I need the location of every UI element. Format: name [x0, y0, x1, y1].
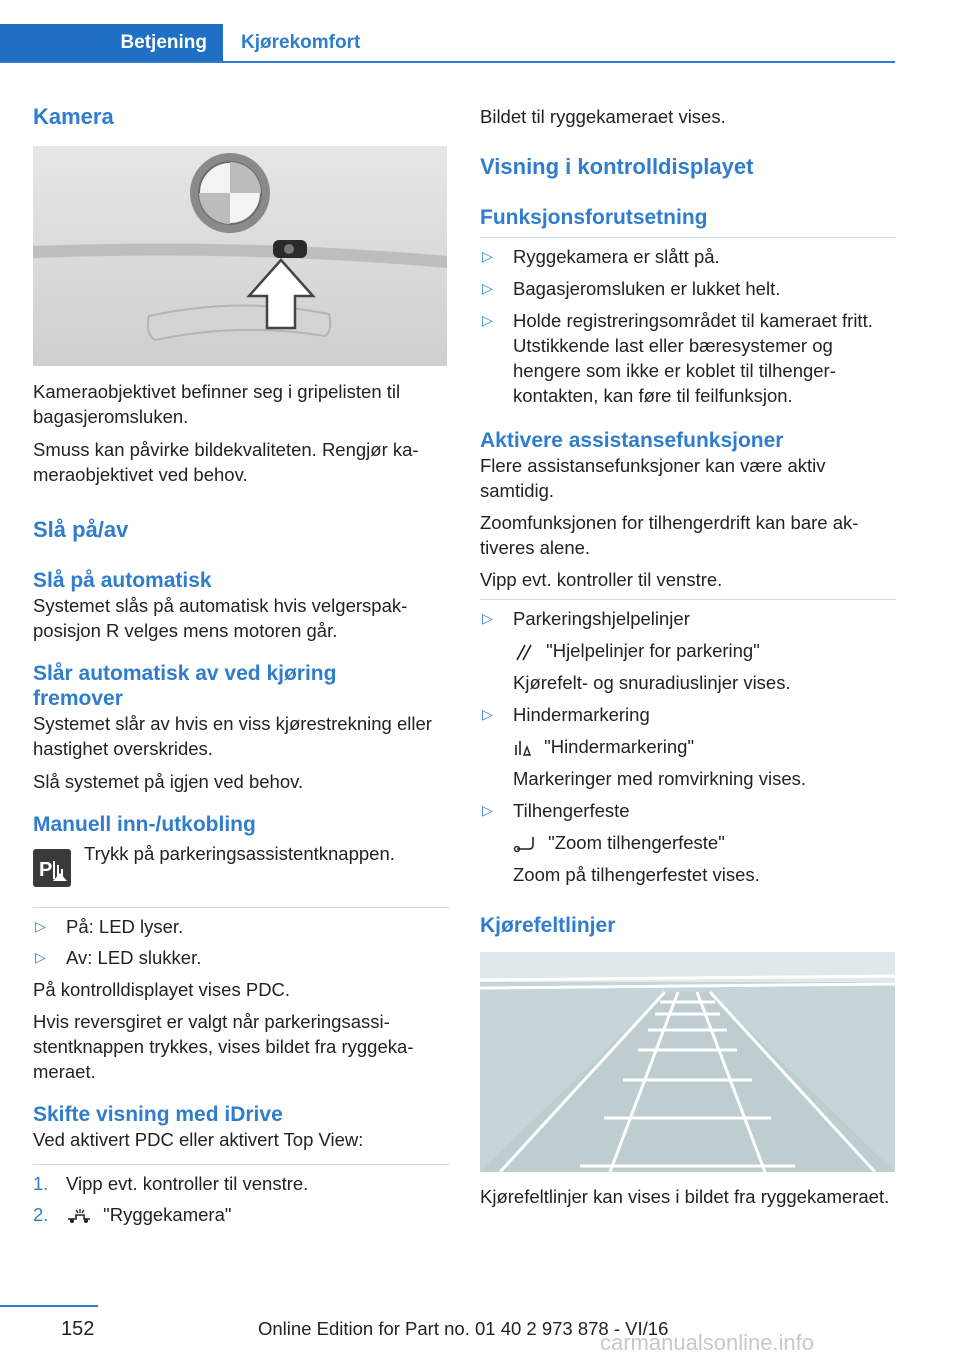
watermark: carmanualsonline.info	[600, 1330, 815, 1355]
tab-betjening[interactable]	[0, 24, 223, 61]
list-item: ▷ På: LED lyser.	[35, 916, 184, 937]
heading-aktivere: Aktivere assistansefunksjoner	[480, 429, 784, 452]
obstacle-marking-icon	[513, 739, 533, 757]
list-item: 1. Vipp evt. kontroller til venstre.	[33, 1173, 309, 1194]
bullet-icon: ▷	[482, 706, 493, 722]
bullet-icon: ▷	[482, 248, 493, 264]
felt-paragraph: Kjørefeltlinjer kan vises i bildet fra ryggekameraet.	[480, 1186, 890, 1207]
aktiv-paragraph-2: Zoomfunksjonen for tilhengerdrift kan bare aktiveres alene.	[480, 512, 859, 558]
right-paragraph-0: Bildet til ryggekameraet vises.	[480, 106, 726, 127]
list-item: ▷ Tilhengerfeste "Zoom tilhengerfeste" Zoom på tilhengerfestet vises.	[482, 800, 760, 885]
list-item: ▷ Parkeringshjelpelinjer "Hjelpelinjer for parkering" Kjørefelt- og snuradiuslinjer vises.	[482, 608, 791, 693]
edition-text: Online Edition for Part no. 01 40 2 973 878 - VI/16	[258, 1318, 669, 1339]
manual-paragraph-2: På kontrolldisplayet vises PDC.	[33, 979, 291, 1000]
aktiv-paragraph-3: Vipp evt. kontroller til venstre.	[480, 569, 723, 590]
kamera-paragraph-2: Smuss kan påvirke bildekvaliteten. Rengjør kameraobjektivet ved behov.	[33, 439, 419, 485]
chapter-tabs	[0, 24, 895, 63]
parking-lines-icon	[513, 643, 535, 661]
list-item: ▷ Hindermarkering "Hindermarkering" Markeringer med romvirkning vises.	[482, 704, 807, 789]
heading-idrive: Skifte visning med iDrive	[33, 1103, 283, 1126]
idrive-steps	[33, 1171, 449, 1227]
rear-camera-icon	[66, 1207, 92, 1225]
list-item: ▷ Bagasjeromsluken er lukket helt.	[482, 278, 781, 299]
heading-kamera: Kamera	[33, 104, 114, 129]
heading-kjorefeltlinjer: Kjørefeltlinjer	[480, 914, 616, 937]
assist-list	[480, 606, 896, 887]
right-column	[480, 100, 896, 1209]
bullet-icon: ▷	[482, 280, 493, 296]
heading-visning: Visning i kontrolldisplayet	[480, 154, 754, 179]
manual-row	[33, 845, 449, 895]
heading-sla-pa-automatisk: Slå på automatisk	[33, 569, 212, 592]
lane-lines-figure	[480, 952, 895, 1172]
heading-manuell: Manuell inn-/utkobling	[33, 813, 256, 836]
lane-lines-illustration	[480, 952, 895, 1172]
page-number: 152	[61, 1318, 95, 1340]
tab-betjening-label: Betjening	[120, 32, 207, 53]
trailer-hitch-icon	[513, 835, 537, 853]
heading-sla-pa-av: Slå på/av	[33, 517, 129, 542]
auto-paragraph: Systemet slås på automatisk hvis velgerspakposisjon R velges mens motoren går.	[33, 595, 408, 641]
bullet-icon: ▷	[482, 312, 493, 328]
bullet-icon: ▷	[482, 802, 493, 818]
tab-kjorekomfort[interactable]: Kjørekomfort	[241, 32, 361, 53]
parking-assist-button-icon	[33, 849, 71, 887]
heading-slar-av-fremover: Slår automatisk av ved kjøring fremover	[33, 662, 337, 710]
list-item: ▷ Av: LED slukker.	[35, 947, 202, 968]
kamera-paragraph-1: Kameraobjektivet befinner seg i gripelisten til bagasjeromsluken.	[33, 381, 401, 427]
bullet-icon: ▷	[35, 918, 46, 934]
autooff-paragraph-1: Systemet slår av hvis en viss kjørestrekning eller hastighet overskrides.	[33, 713, 432, 759]
camera-illustration	[33, 146, 447, 366]
autooff-paragraph-2: Slå systemet på igjen ved behov.	[33, 771, 304, 792]
bullet-icon: ▷	[482, 610, 493, 626]
camera-figure	[33, 146, 447, 366]
idrive-paragraph: Ved aktivert PDC eller aktivert Top View:	[33, 1129, 364, 1150]
manual-list	[33, 914, 449, 970]
list-item: ▷ Ryggekamera er slått på.	[482, 246, 720, 267]
aktiv-paragraph-1: Flere assistansefunksjoner kan være aktiv samtidig.	[480, 455, 826, 501]
list-item: 2. "Ryggekamera"	[33, 1204, 232, 1225]
manual-paragraph: Trykk på parkeringsassistentknappen.	[84, 843, 395, 864]
bullet-icon: ▷	[35, 949, 46, 965]
heading-funksjonsforutsetning: Funksjonsforutsetning	[480, 206, 708, 229]
svg-text:P: P	[39, 859, 53, 881]
manual-paragraph-3: Hvis reversgiret er valgt når parkeringsassistentknappen trykkes, vises bildet fra ryggekameraet.	[33, 1011, 414, 1082]
list-item: ▷ Holde registreringsområdet til kameraet fritt. Utstikkende last eller bæresystemer og hengere som ikke er koblet til tilhengerkontakten, kan føre til feilfunksjon.	[482, 310, 873, 406]
footer-line	[0, 1305, 98, 1307]
forut-list	[480, 244, 896, 408]
left-column	[33, 100, 449, 1227]
